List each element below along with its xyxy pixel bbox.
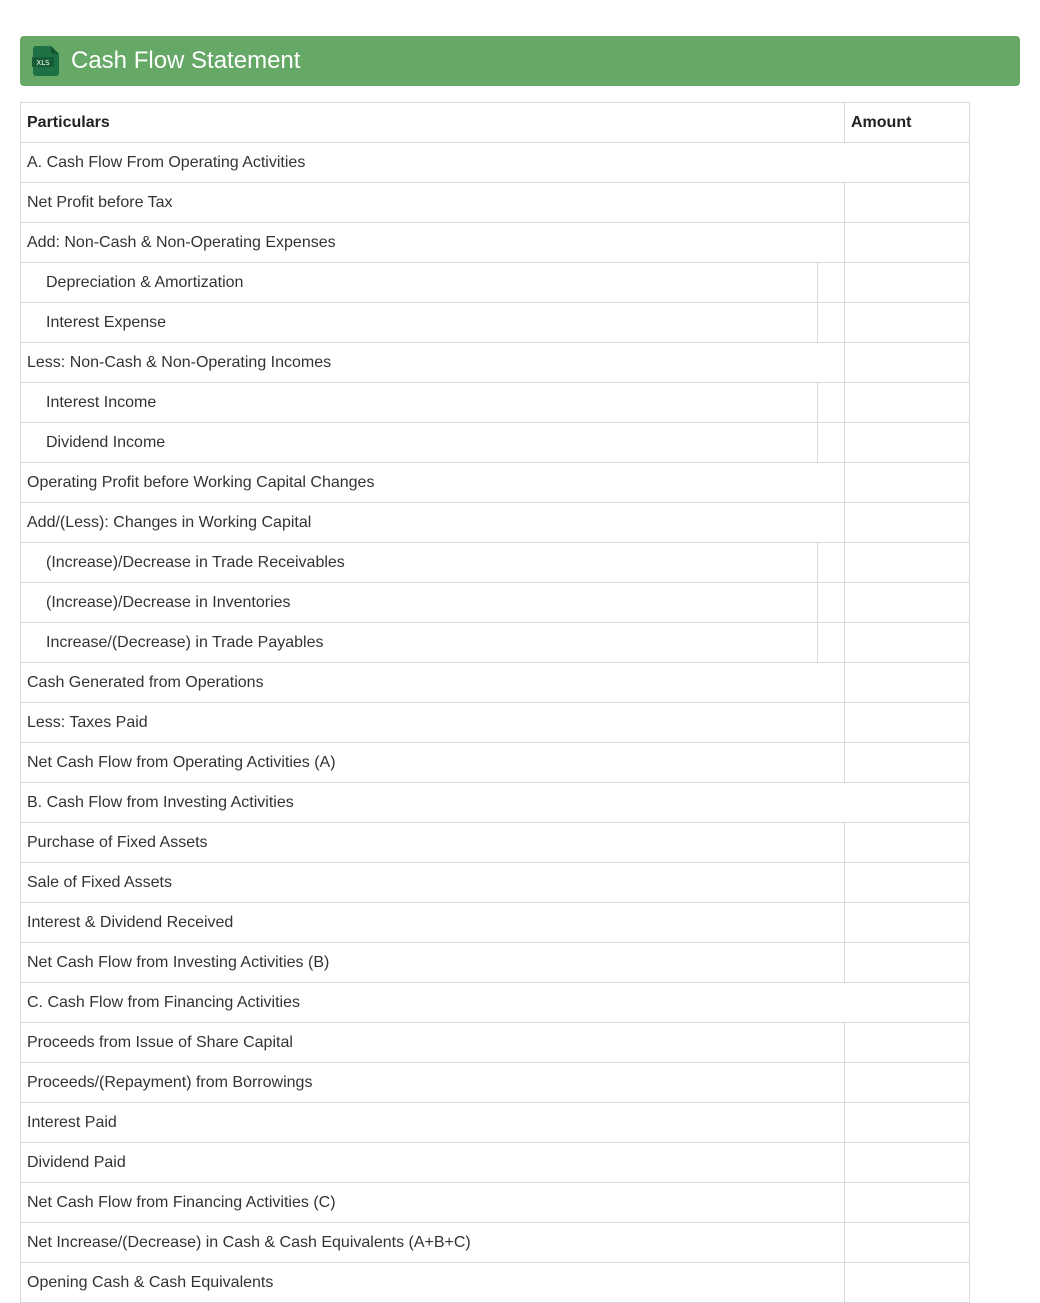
amount-cell[interactable] [845,583,970,623]
sub-amount-cell[interactable] [818,423,845,463]
xls-icon-label: XLS [36,59,50,67]
line-item-label[interactable]: Net Cash Flow from Operating Activities (A) [21,743,845,783]
amount-cell[interactable] [845,223,970,263]
line-item-label[interactable]: Purchase of Fixed Assets [21,823,845,863]
amount-cell[interactable] [845,663,970,703]
line-item-label[interactable]: Net Cash Flow from Financing Activities (C) [21,1183,845,1223]
table-row [21,383,970,423]
line-item-label[interactable]: Net Cash Flow from Investing Activities (B) [21,943,845,983]
amount-cell[interactable] [845,1023,970,1063]
amount-cell[interactable] [845,383,970,423]
sub-item-label[interactable]: Dividend Income [21,423,818,463]
sub-item-label[interactable]: Interest Income [21,383,818,423]
table-row [21,143,970,183]
table-row [21,823,970,863]
table-row [21,863,970,903]
page-title: Cash Flow Statement [71,47,301,74]
sub-item-label[interactable]: Interest Expense [21,303,818,343]
line-item-label[interactable]: Sale of Fixed Assets [21,863,845,903]
amount-cell[interactable] [845,303,970,343]
sub-amount-cell[interactable] [818,583,845,623]
table-row [21,1223,970,1263]
table-row [21,623,970,663]
line-item-label[interactable]: Cash Generated from Operations [21,663,845,703]
table-row [21,263,970,303]
line-item-label[interactable]: Add: Non-Cash & Non-Operating Expenses [21,223,845,263]
amount-cell[interactable] [845,943,970,983]
table-row [21,543,970,583]
line-item-label[interactable]: Interest Paid [21,1103,845,1143]
sub-amount-cell[interactable] [818,263,845,303]
sub-item-label[interactable]: Increase/(Decrease) in Trade Payables [21,623,818,663]
amount-cell[interactable] [845,1183,970,1223]
line-item-label[interactable]: Interest & Dividend Received [21,903,845,943]
page-header [20,36,1020,86]
column-header-amount: Amount [845,103,970,143]
amount-cell[interactable] [845,703,970,743]
amount-cell[interactable] [845,503,970,543]
amount-cell[interactable] [845,423,970,463]
line-item-label[interactable]: Proceeds from Issue of Share Capital [21,1023,845,1063]
amount-cell[interactable] [845,1103,970,1143]
section-heading[interactable]: A. Cash Flow From Operating Activities [21,143,970,183]
section-heading[interactable]: B. Cash Flow from Investing Activities [21,783,970,823]
amount-cell[interactable] [845,623,970,663]
table-row [21,183,970,223]
table-row [21,503,970,543]
table-row [21,343,970,383]
amount-cell[interactable] [845,1143,970,1183]
line-item-label[interactable]: Less: Taxes Paid [21,703,845,743]
line-item-label[interactable]: Operating Profit before Working Capital Changes [21,463,845,503]
table-row [21,1143,970,1183]
table-row [21,983,970,1023]
table-row [21,783,970,823]
amount-cell[interactable] [845,743,970,783]
amount-cell[interactable] [845,1063,970,1103]
sub-amount-cell[interactable] [818,543,845,583]
table-row [21,583,970,623]
section-heading[interactable]: C. Cash Flow from Financing Activities [21,983,970,1023]
line-item-label[interactable]: Net Increase/(Decrease) in Cash & Cash Equivalents (A+B+C) [21,1223,845,1263]
sub-item-label[interactable]: (Increase)/Decrease in Trade Receivables [21,543,818,583]
table-row [21,1103,970,1143]
table-row [21,1023,970,1063]
table-row [21,1263,970,1303]
table-row [21,943,970,983]
table-row [21,703,970,743]
table-row [21,223,970,263]
column-header-particulars: Particulars [21,103,845,143]
line-item-label[interactable]: Opening Cash & Cash Equivalents [21,1263,845,1303]
sub-amount-cell[interactable] [818,383,845,423]
amount-cell[interactable] [845,1223,970,1263]
amount-cell[interactable] [845,183,970,223]
sub-item-label[interactable]: (Increase)/Decrease in Inventories [21,583,818,623]
sub-amount-cell[interactable] [818,623,845,663]
amount-cell[interactable] [845,863,970,903]
line-item-label[interactable]: Less: Non-Cash & Non-Operating Incomes [21,343,845,383]
line-item-label[interactable]: Add/(Less): Changes in Working Capital [21,503,845,543]
table-row [21,423,970,463]
cash-flow-table [20,102,970,1303]
line-item-label[interactable]: Dividend Paid [21,1143,845,1183]
table-row [21,1183,970,1223]
amount-cell[interactable] [845,823,970,863]
amount-cell[interactable] [845,263,970,303]
line-item-label[interactable]: Net Profit before Tax [21,183,845,223]
excel-file-icon [32,46,59,76]
sub-amount-cell[interactable] [818,303,845,343]
amount-cell[interactable] [845,1263,970,1303]
table-row [21,743,970,783]
table-header-row [21,103,970,143]
amount-cell[interactable] [845,343,970,383]
amount-cell[interactable] [845,463,970,503]
table-row [21,1063,970,1103]
table-row [21,303,970,343]
sub-item-label[interactable]: Depreciation & Amortization [21,263,818,303]
amount-cell[interactable] [845,543,970,583]
table-row [21,663,970,703]
table-row [21,463,970,503]
table-row [21,903,970,943]
amount-cell[interactable] [845,903,970,943]
line-item-label[interactable]: Proceeds/(Repayment) from Borrowings [21,1063,845,1103]
